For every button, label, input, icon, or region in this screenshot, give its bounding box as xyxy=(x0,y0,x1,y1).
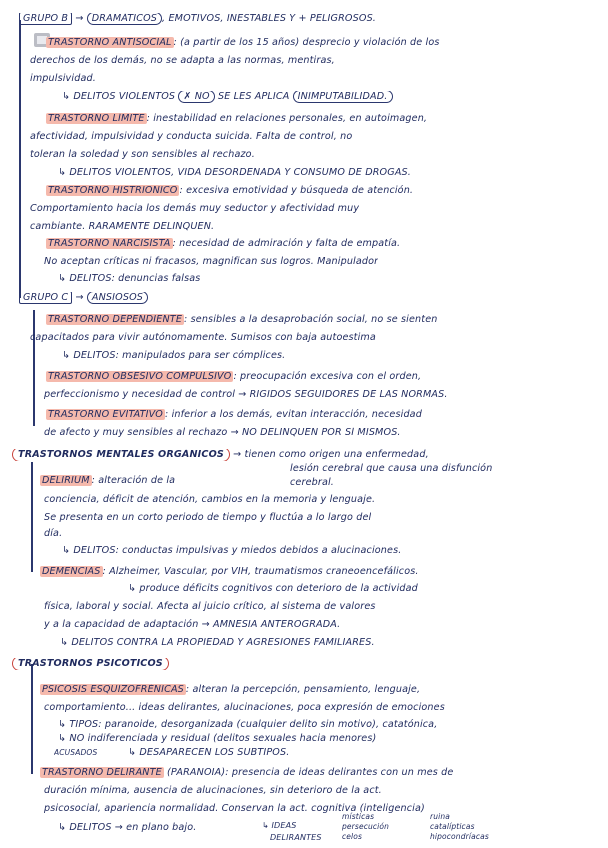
esquizo-text-1: : alteran la percepción, pensamiento, lenguaje, xyxy=(185,684,421,695)
grupo-b-tag: DRAMÁTICOS xyxy=(87,13,162,25)
limite-line-1 xyxy=(46,113,427,125)
ideas-col-2-item: ruina xyxy=(430,812,451,821)
delirante-line-2: duración mínima, ausencia de alucinaciones, sin deterioro de la act. xyxy=(44,785,382,796)
antisocial-delitos-pre: ↳ DELITOS VIOLENTOS xyxy=(62,91,176,102)
obsesivo-line-2: perfeccionismo y necesidad de control → RIGIDOS SEGUIDORES DE LAS NORMAS. xyxy=(44,389,448,400)
limite-label: TRASTORNO LÍMITE xyxy=(48,113,145,124)
organicos-line-2: lesión cerebral que causa una disfunción xyxy=(290,463,493,474)
esquizo-line-4: ↳ NO indiferenciada y residual (delitos sexuales hacia menores) xyxy=(58,733,377,744)
limite-text-1: : inestabilidad en relaciones personales, en autoimagen, xyxy=(146,113,428,124)
limite-line-3: toleran la soledad y son sensibles al rechazo. xyxy=(30,149,255,160)
antisocial-delitos-mid: SE LES APLICA xyxy=(214,91,293,102)
grupo-c-label: GRUPO C xyxy=(19,292,72,304)
delirante-text-1: : presencia de ideas delirantes con un mes de xyxy=(225,767,454,778)
limite-line-2: afectividad, impulsividad y conducta suicida. Falta de control, no xyxy=(30,131,353,142)
antisocial-line-3: impulsividad. xyxy=(30,73,96,84)
dependiente-line-2: capacitados para vivir autónomamente. Sumisos con baja autoestima xyxy=(30,332,376,343)
evitativo-text-1: : inferior a los demás, evitan interacción, necesidad xyxy=(165,409,422,420)
grupo-b-rest: , EMOTIVOS, INESTABLES Y + PELIGROSOS. xyxy=(162,13,377,24)
grupo-b-heading xyxy=(19,13,376,25)
dependiente-label: TRASTORNO DEPENDIENTE xyxy=(48,314,183,325)
delirante-label-2: (PARANOIA) xyxy=(163,767,226,778)
dependiente-line-3: ↳ DELITOS: manipulados para ser cómplices. xyxy=(62,350,286,361)
histrionico-text-1: : excesiva emotividad y búsqueda de atención. xyxy=(179,185,414,196)
delirium-line-2: conciencia, déficit de atención, cambios en la memoria y lenguaje. xyxy=(44,494,376,505)
demencias-line-4: y a la capacidad de adaptación → AMNESIA ANTERÓGRADA. xyxy=(44,619,341,630)
evitativo-line-1 xyxy=(46,409,422,421)
delirante-line-1 xyxy=(40,767,453,779)
delirium-line-5: ↳ DELITOS: conductas impulsivas y miedos debidos a alucinaciones. xyxy=(62,545,402,556)
organicos-bracket xyxy=(31,462,33,572)
histrionico-line-2: Comportamiento hacia los demás muy seductor y afectividad muy xyxy=(30,203,360,214)
organicos-line-1 xyxy=(12,449,429,461)
obsesivo-text-1: : preocupación excesiva con el orden, xyxy=(233,371,422,382)
narcisista-line-2: No aceptan críticas ni fracasos, magnifican sus logros. Manipulador xyxy=(44,256,379,267)
delirium-line-1 xyxy=(40,475,175,487)
ideas-col-1-item: persecución xyxy=(342,822,390,831)
antisocial-label: TRASTORNO ANTISOCIAL xyxy=(48,37,172,48)
psicoticos-label: TRASTORNOS PSICÓTICOS xyxy=(12,658,169,670)
delirante-label: TRASTORNO DELIRANTE xyxy=(42,767,162,778)
arrow-icon: → xyxy=(75,13,84,24)
grupo-c-bracket xyxy=(33,310,35,426)
organicos-text-1: → tienen como origen una enfermedad, xyxy=(233,449,429,460)
grupo-b-bracket xyxy=(19,20,21,298)
antisocial-no-tag: ✗ NO xyxy=(178,91,214,103)
demencias-text-1: : Alzheimer, Vascular, por VIH, traumatismos craneoencefálicos. xyxy=(102,566,419,577)
delirium-line-3: Se presenta en un corto periodo de tiempo y fluctúa a lo largo del xyxy=(44,512,372,523)
grupo-b-label: GRUPO B xyxy=(19,13,72,25)
demencias-line-2: ↳ produce déficits cognitivos con deterioro de la actividad xyxy=(128,583,418,594)
organicos-label: TRASTORNOS MENTALES ORGÁNICOS xyxy=(12,449,230,461)
delirium-text-1: : alteración de la xyxy=(91,475,176,486)
narcisista-line-3: ↳ DELITOS: denuncias falsas xyxy=(58,273,201,284)
demencias-label: DEMENCIAS xyxy=(42,566,101,577)
delirante-line-3: psicosocial, apariencia normalidad. Conservan la act. cognitiva (inteligencia) xyxy=(44,803,425,814)
esquizo-line-4b: ACUSADOS xyxy=(54,748,98,757)
psicoticos-heading xyxy=(12,658,169,670)
arrow-icon: → xyxy=(75,292,84,303)
histrionico-line-3: cambiante. RARAMENTE DELINQUEN. xyxy=(30,221,215,232)
limite-line-4: ↳ DELITOS VIOLENTOS, VIDA DESORDENADA Y CONSUMO DE DROGAS. xyxy=(58,167,411,178)
delirium-label: DELIRIUM xyxy=(42,475,90,486)
ideas-col-2-item: hipocondríacas xyxy=(430,832,489,841)
dependiente-text-1: : sensibles a la desaprobación social, no se sienten xyxy=(184,314,438,325)
antisocial-text-1: : (a partir de los 15 años) desprecio y violación de los xyxy=(173,37,440,48)
evitativo-label: TRASTORNO EVITATIVO xyxy=(48,409,163,420)
ideas-col-1-item: celos xyxy=(342,832,363,841)
obsesivo-line-1 xyxy=(46,371,421,383)
antisocial-line-1 xyxy=(46,37,440,49)
esquizo-line-2: comportamiento... ideas delirantes, alucinaciones, poca expresión de emociones xyxy=(44,702,445,713)
delirante-ideas: ↳ IDEAS xyxy=(262,821,297,830)
histrionico-label: TRASTORNO HISTRIÓNICO xyxy=(48,185,178,196)
antisocial-line-2: derechos de los demás, no se adapta a las normas, mentiras, xyxy=(30,55,335,66)
delirium-line-4: día. xyxy=(44,528,63,539)
obsesivo-label: TRASTORNO OBSESIVO COMPULSIVO xyxy=(48,371,232,382)
grupo-c-heading xyxy=(19,292,148,304)
organicos-line-3: cerebral. xyxy=(290,477,335,488)
ideas-col-1-item: místicas xyxy=(342,812,375,821)
narcisista-label: TRASTORNO NARCISISTA xyxy=(48,238,171,249)
demencias-line-5: ↳ DELITOS CONTRA LA PROPIEDAD Y AGRESIONES FAMILIARES. xyxy=(60,637,375,648)
delirante-delitos: ↳ DELITOS → en plano bajo. xyxy=(58,822,197,833)
esquizo-line-3: ↳ TIPOS: paranoide, desorganizada (cualquier delito sin motivo), catatónica, xyxy=(58,719,438,730)
ideas-col-2-item: catalípticas xyxy=(430,822,475,831)
antisocial-delitos xyxy=(62,91,393,103)
delirante-ideas-2: DELIRANTES xyxy=(270,833,322,842)
histrionico-line-1 xyxy=(46,185,413,197)
narcisista-text-1: : necesidad de admiración y falta de empatía. xyxy=(172,238,401,249)
esquizo-line-1 xyxy=(40,684,420,696)
demencias-line-3: física, laboral y social. Afecta al juicio crítico, al sistema de valores xyxy=(44,601,376,612)
grupo-c-tag: ANSIOSOS xyxy=(87,292,148,304)
narcisista-line-1 xyxy=(46,238,400,250)
esquizo-label: PSICOSIS ESQUIZOFRÉNICAS xyxy=(42,684,184,695)
demencias-line-1 xyxy=(40,566,419,578)
dependiente-line-1 xyxy=(46,314,437,326)
psicoticos-bracket xyxy=(31,664,33,774)
esquizo-line-5: ↳ DESAPARECEN LOS SUBTIPOS. xyxy=(128,747,290,758)
evitativo-line-2: de afecto y muy sensibles al rechazo → NO DELINQUEN POR SÍ MISMOS. xyxy=(44,427,401,438)
antisocial-inimputabilidad-tag: INIMPUTABILIDAD. xyxy=(293,91,393,103)
